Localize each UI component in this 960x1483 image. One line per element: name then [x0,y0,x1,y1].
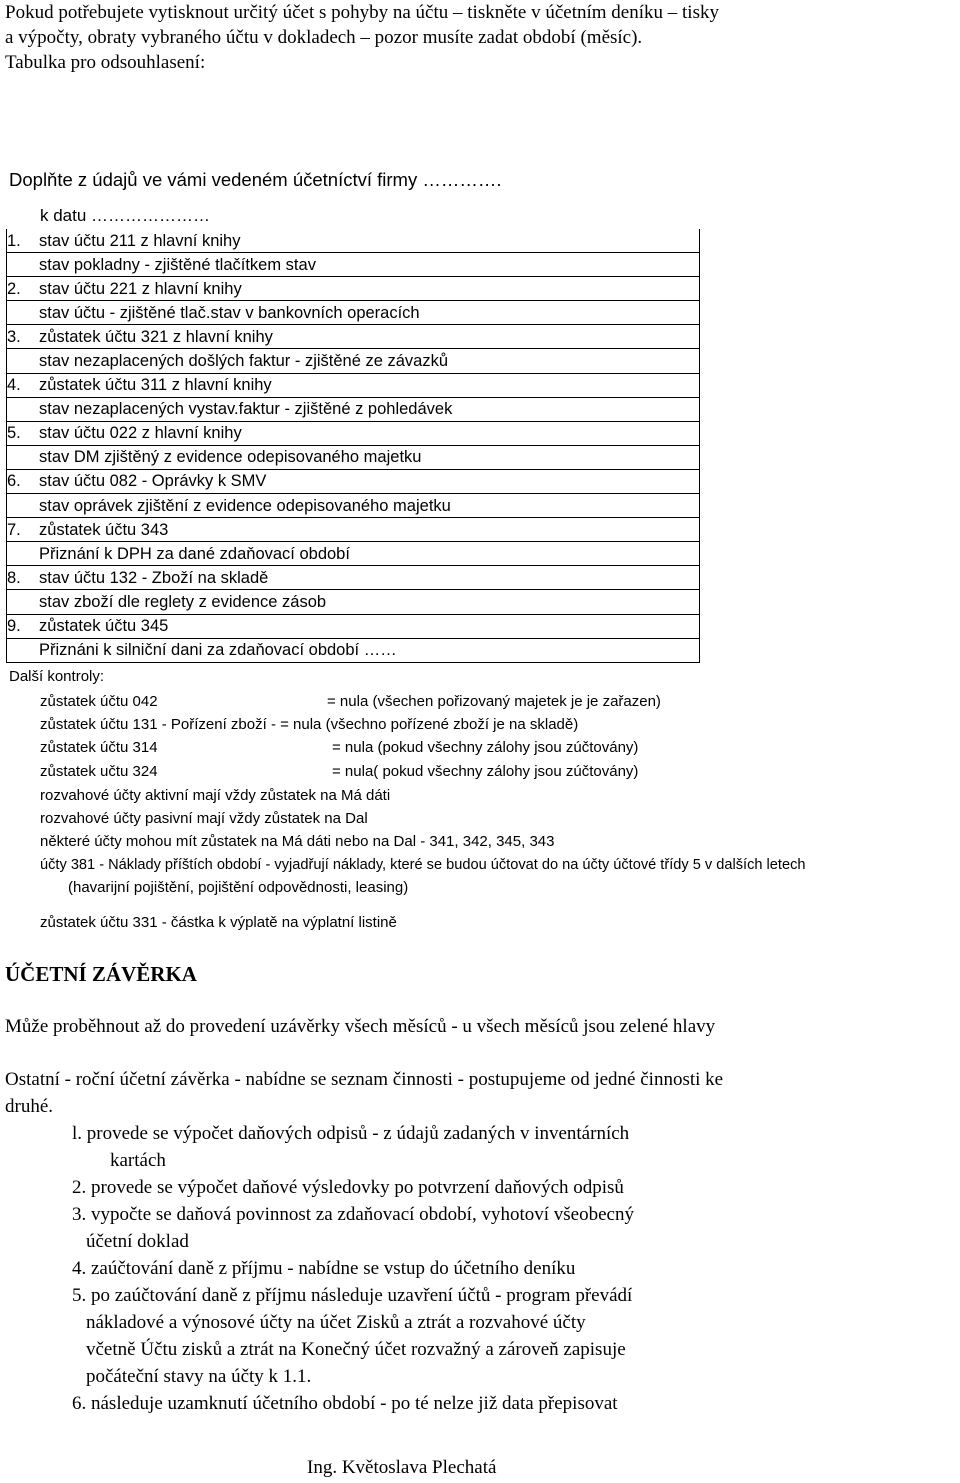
row-number-spacer [7,590,36,614]
row-actual-text: stav DM zjištěný z evidence odepisovaného majetku [35,445,700,469]
row-number-spacer [7,542,36,566]
row-ledger-text: zůstatek účtu 345 [35,614,700,638]
step-item: 5. po zaúčtování daně z příjmu následuje uzavření účtů - program převádí [72,1285,633,1306]
check-381-note: (havarijní pojištění, pojištění odpovědnosti, leasing) [68,879,409,896]
intro-line: Tabulka pro odsouhlasení: [5,52,206,73]
check-331: zůstatek účtu 331 - částka k výplatě na výplatní listině [40,914,397,931]
row-actual-text: stav nezaplacených vystav.faktur - zjištěné z pohledávek [35,397,700,421]
row-number: 2. [7,277,36,301]
check-passive: rozvahové účty pasivní mají vždy zůstatek na Dal [40,810,368,827]
step-item: l. provede se výpočet daňových odpisů - z údajů zadaných v inventárních [72,1123,630,1144]
check-314-label: zůstatek účtu 314 [40,739,158,756]
step-item: 4. zaúčtování daně z příjmu - nabídne se vstup do účetního deníku [72,1258,576,1279]
row-actual-text: stav nezaplacených došlých faktur - zjištěné ze závazků [35,349,700,373]
date-label: k datu ………………… [40,206,211,225]
row-number-spacer [7,349,36,373]
check-some: některé účty mohou mít zůstatek na Má dáti nebo na Dal - 341, 342, 345, 343 [40,833,555,850]
table-row [7,301,700,325]
step-item: včetně Účtu zisků a ztrát na Konečný účet rozvažný a zároveň zapisuje [86,1339,626,1360]
table-row [7,590,700,614]
table-row [7,397,700,421]
row-actual-text: stav účtu - zjištěné tlač.stav v bankovních operacích [35,301,700,325]
check-active: rozvahové účty aktivní mají vždy zůstatek na Má dáti [40,787,391,804]
row-number: 6. [7,469,36,493]
row-actual-text: stav zboží dle reglety z evidence zásob [35,590,700,614]
step-item: účetní doklad [86,1231,189,1252]
row-actual-text: stav oprávek zjištění z evidence odepisovaného majetku [35,494,700,518]
row-number: 4. [7,373,36,397]
check-042-label: zůstatek účtu 042 [40,693,158,710]
table-row [7,349,700,373]
row-actual-text: Přiznáni k silniční dani za zdaňovací období …… [35,638,700,662]
row-ledger-text: stav účtu 221 z hlavní knihy [35,277,700,301]
check-324-label: zůstatek učtu 324 [40,763,158,780]
row-ledger-text: stav účtu 132 - Zboží na skladě [35,566,700,590]
row-ledger-text: zůstatek účtu 343 [35,518,700,542]
step-item: 3. vypočte se daňová povinnost za zdaňovací období, vyhotoví všeobecný [72,1204,634,1225]
row-number: 9. [7,614,36,638]
row-actual-text: Přiznání k DPH za dané zdaňovací období [35,542,700,566]
row-number-spacer [7,253,36,277]
author-signature: Ing. Květoslava Plechatá [307,1457,497,1478]
check-042-value: = nula (všechen pořizovaný majetek je je zařazen) [327,693,661,710]
row-actual-text: stav pokladny - zjištěné tlačítkem stav [35,253,700,277]
step-item: počáteční stavy na účty k 1.1. [86,1366,312,1387]
table-row [7,469,700,493]
row-number-spacer [7,638,36,662]
table-row [7,253,700,277]
step-item: kartách [110,1150,166,1171]
closing-paragraph-2: Ostatní - roční účetní závěrka - nabídne se seznam činnosti - postupujeme od jedné činnosti ke [5,1069,724,1090]
step-item: 2. provede se výpočet daňové výsledovky po potvrzení daňových odpisů [72,1177,624,1198]
closing-paragraph-1: Může proběhnout až do provedení uzávěrky všech měsíců - u všech měsíců jsou zelené hlavy [5,1016,716,1037]
table-row [7,445,700,469]
table-row [7,277,700,301]
checks-title: Další kontroly: [9,668,105,685]
table-row [7,518,700,542]
row-ledger-text: zůstatek účtu 321 z hlavní knihy [35,325,700,349]
row-number: 8. [7,566,36,590]
check-381: účty 381 - Náklady příštích období - vyjadřují náklady, které se budou účtovat do na účty účtové třídy 5 v dalších letech [40,857,806,873]
row-ledger-text: stav účtu 082 - Oprávky k SMV [35,469,700,493]
fill-heading: Doplňte z údajů ve vámi vedeném účetníctví firmy …………. [9,169,502,190]
row-ledger-text: stav účtu 211 z hlavní knihy [35,229,700,253]
intro-line: a výpočty, obraty vybraného účtu v dokladech – pozor musíte zadat období (měsíc). [5,27,643,48]
table-row [7,638,700,662]
table-row [7,614,700,638]
row-number-spacer [7,445,36,469]
closing-paragraph-2-cont: druhé. [5,1096,54,1117]
row-number: 7. [7,518,36,542]
reconciliation-table [6,229,700,663]
check-314-value: = nula (pokud všechny zálohy jsou zúčtovány) [332,739,639,756]
check-324-value: = nula( pokud všechny zálohy jsou zúčtovány) [332,763,639,780]
row-number: 1. [7,229,36,253]
table-row [7,325,700,349]
row-number-spacer [7,494,36,518]
row-number: 5. [7,421,36,445]
table-row [7,494,700,518]
row-ledger-text: zůstatek účtu 311 z hlavní knihy [35,373,700,397]
row-number-spacer [7,397,36,421]
table-row [7,421,700,445]
step-item: nákladové a výnosové účty na účet Zisků a ztrát a rozvahové účty [86,1312,586,1333]
table-row [7,229,700,253]
row-number: 3. [7,325,36,349]
table-row [7,542,700,566]
check-131: zůstatek účtu 131 - Pořízení zboží - = nula (všechno pořízené zboží je na skladě) [40,716,579,733]
row-ledger-text: stav účtu 022 z hlavní knihy [35,421,700,445]
closing-heading: ÚČETNÍ ZÁVĚRKA [5,962,197,986]
intro-line: Pokud potřebujete vytisknout určitý účet s pohyby na účtu – tiskněte v účetním deníku – tisky [5,2,719,23]
table-row [7,566,700,590]
intro-paragraph [5,0,719,75]
row-number-spacer [7,301,36,325]
step-item: 6. následuje uzamknutí účetního období - po té nelze již data přepisovat [72,1393,618,1414]
table-row [7,373,700,397]
